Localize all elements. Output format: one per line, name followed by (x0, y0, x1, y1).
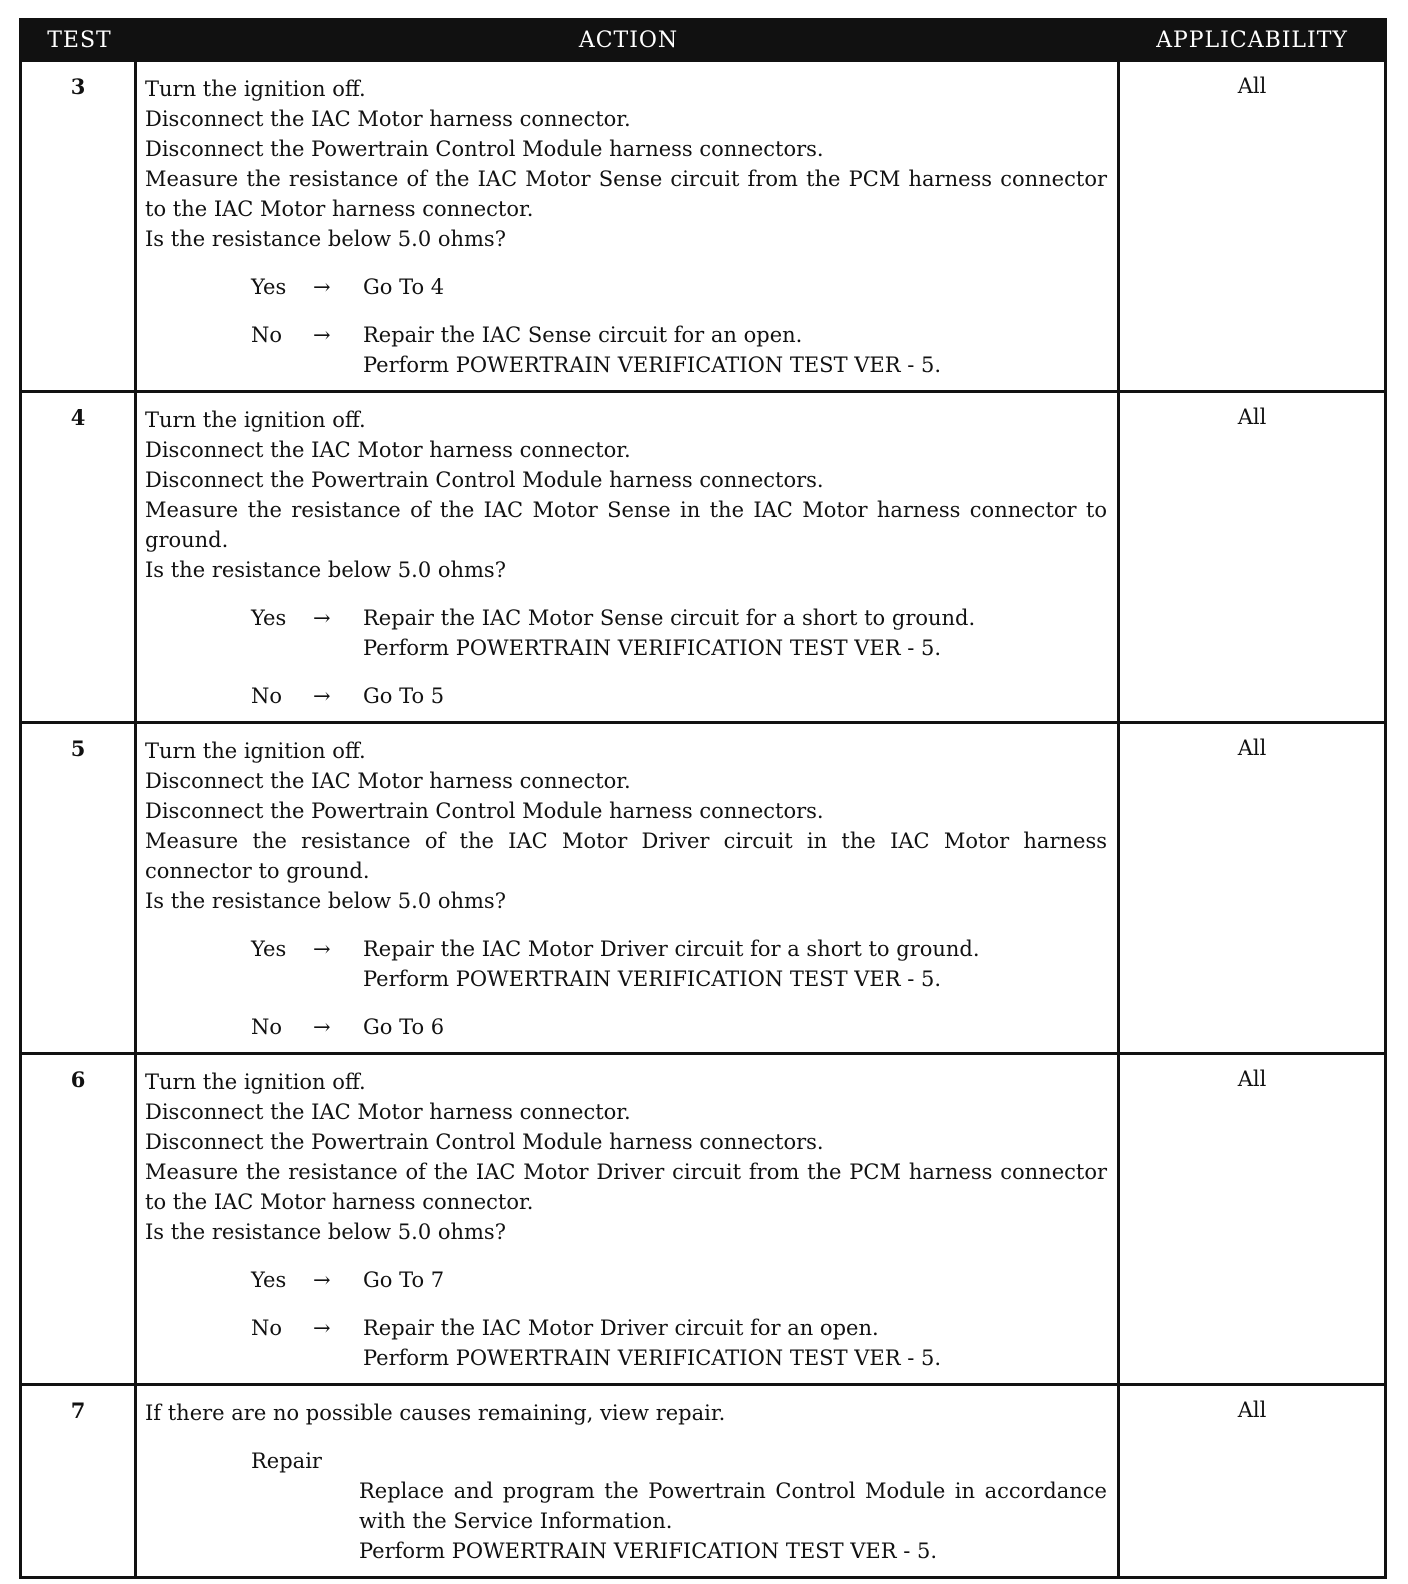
applicability-cell: All (1237, 736, 1267, 760)
no-label: No (251, 1316, 283, 1340)
header-action: ACTION (578, 27, 679, 53)
result-line: Perform POWERTRAIN VERIFICATION TEST VER - 5. (363, 1346, 942, 1370)
step: Is the resistance below 5.0 ohms? (145, 227, 506, 251)
yes-branch (251, 934, 1107, 994)
yes-branch (251, 1265, 1107, 1295)
step: Is the resistance below 5.0 ohms? (145, 889, 506, 913)
diagnostic-table (19, 18, 1387, 1579)
header-test: TEST (47, 27, 112, 53)
arrow-icon: → (313, 275, 331, 299)
test-row-6 (22, 1052, 1384, 1383)
step: If there are no possible causes remaining, view repair. (145, 1401, 726, 1425)
arrow-icon: → (313, 937, 331, 961)
step: Disconnect the IAC Motor harness connector. (145, 107, 631, 131)
step: Disconnect the Powertrain Control Module harness connectors. (145, 1130, 824, 1154)
repair-text (359, 1476, 1107, 1566)
no-result (363, 681, 1107, 711)
arrow-icon: → (313, 323, 331, 347)
arrow-icon: → (313, 606, 331, 630)
step: Measure the resistance of the IAC Motor Sense in the IAC Motor harness connector to ground. (145, 498, 1107, 552)
step: Measure the resistance of the IAC Motor Sense circuit from the PCM harness connector to the IAC Motor harness connector. (145, 167, 1107, 221)
result-line: Repair the IAC Motor Driver circuit for a short to ground. (363, 937, 980, 961)
repair-line: Perform POWERTRAIN VERIFICATION TEST VER - 5. (359, 1539, 938, 1563)
test-number: 7 (22, 1386, 137, 1576)
no-branch (251, 320, 1107, 380)
no-result (363, 1012, 1107, 1042)
test-number: 4 (22, 393, 137, 721)
step: Turn the ignition off. (145, 77, 366, 101)
repair-line: Replace and program the Powertrain Control Module in accordance with the Service Information. (359, 1479, 1107, 1533)
action-cell (137, 724, 1120, 1052)
applicability-cell: All (1237, 1067, 1267, 1091)
no-result (363, 320, 1107, 380)
action-cell (137, 393, 1120, 721)
result-line: Repair the IAC Sense circuit for an open. (363, 323, 803, 347)
result-line: Go To 6 (363, 1015, 445, 1039)
arrow-icon: → (313, 1268, 331, 1292)
yes-result (363, 603, 1107, 663)
result-line: Repair the IAC Motor Sense circuit for a short to ground. (363, 606, 976, 630)
result-line: Perform POWERTRAIN VERIFICATION TEST VER - 5. (363, 636, 942, 660)
test-number: 6 (22, 1055, 137, 1383)
test-row-3 (22, 59, 1384, 390)
yes-label: Yes (251, 1268, 287, 1292)
yes-result (363, 1265, 1107, 1295)
test-row-7 (22, 1383, 1384, 1576)
result-line: Go To 7 (363, 1268, 445, 1292)
step: Turn the ignition off. (145, 739, 366, 763)
result-line: Perform POWERTRAIN VERIFICATION TEST VER - 5. (363, 353, 942, 377)
arrow-icon: → (313, 684, 331, 708)
step: Measure the resistance of the IAC Motor Driver circuit from the PCM harness connector to the IAC Motor harness connector. (145, 1160, 1107, 1214)
result-line: Repair the IAC Motor Driver circuit for an open. (363, 1316, 879, 1340)
no-branch (251, 1313, 1107, 1373)
yes-branch (251, 603, 1107, 663)
yes-label: Yes (251, 275, 287, 299)
yes-branch (251, 272, 1107, 302)
step: Disconnect the IAC Motor harness connector. (145, 769, 631, 793)
arrow-icon: → (313, 1316, 331, 1340)
test-row-5 (22, 721, 1384, 1052)
table-header (22, 21, 1384, 59)
applicability-cell: All (1237, 1398, 1267, 1422)
action-cell (137, 62, 1120, 390)
yes-result (363, 272, 1107, 302)
step: Disconnect the Powertrain Control Module harness connectors. (145, 137, 824, 161)
header-applicability: APPLICABILITY (1156, 27, 1348, 53)
result-line: Go To 5 (363, 684, 445, 708)
step: Measure the resistance of the IAC Motor Driver circuit in the IAC Motor harness connector to ground. (145, 829, 1107, 883)
result-line: Go To 4 (363, 275, 445, 299)
yes-label: Yes (251, 937, 287, 961)
result-line: Perform POWERTRAIN VERIFICATION TEST VER - 5. (363, 967, 942, 991)
yes-result (363, 934, 1107, 994)
no-branch (251, 681, 1107, 711)
no-result (363, 1313, 1107, 1373)
step: Is the resistance below 5.0 ohms? (145, 558, 506, 582)
no-label: No (251, 1015, 283, 1039)
step: Disconnect the Powertrain Control Module harness connectors. (145, 799, 824, 823)
applicability-cell: All (1237, 74, 1267, 98)
action-cell (137, 1386, 1120, 1576)
step: Turn the ignition off. (145, 1070, 366, 1094)
step: Disconnect the IAC Motor harness connector. (145, 438, 631, 462)
step: Disconnect the Powertrain Control Module harness connectors. (145, 468, 824, 492)
arrow-icon: → (313, 1015, 331, 1039)
test-number: 5 (22, 724, 137, 1052)
step: Is the resistance below 5.0 ohms? (145, 1220, 506, 1244)
no-label: No (251, 323, 283, 347)
repair-label: Repair (251, 1449, 322, 1473)
action-cell (137, 1055, 1120, 1383)
step: Disconnect the IAC Motor harness connector. (145, 1100, 631, 1124)
test-row-4 (22, 390, 1384, 721)
yes-label: Yes (251, 606, 287, 630)
no-label: No (251, 684, 283, 708)
applicability-cell: All (1237, 405, 1267, 429)
test-number: 3 (22, 62, 137, 390)
no-branch (251, 1012, 1107, 1042)
step: Turn the ignition off. (145, 408, 366, 432)
